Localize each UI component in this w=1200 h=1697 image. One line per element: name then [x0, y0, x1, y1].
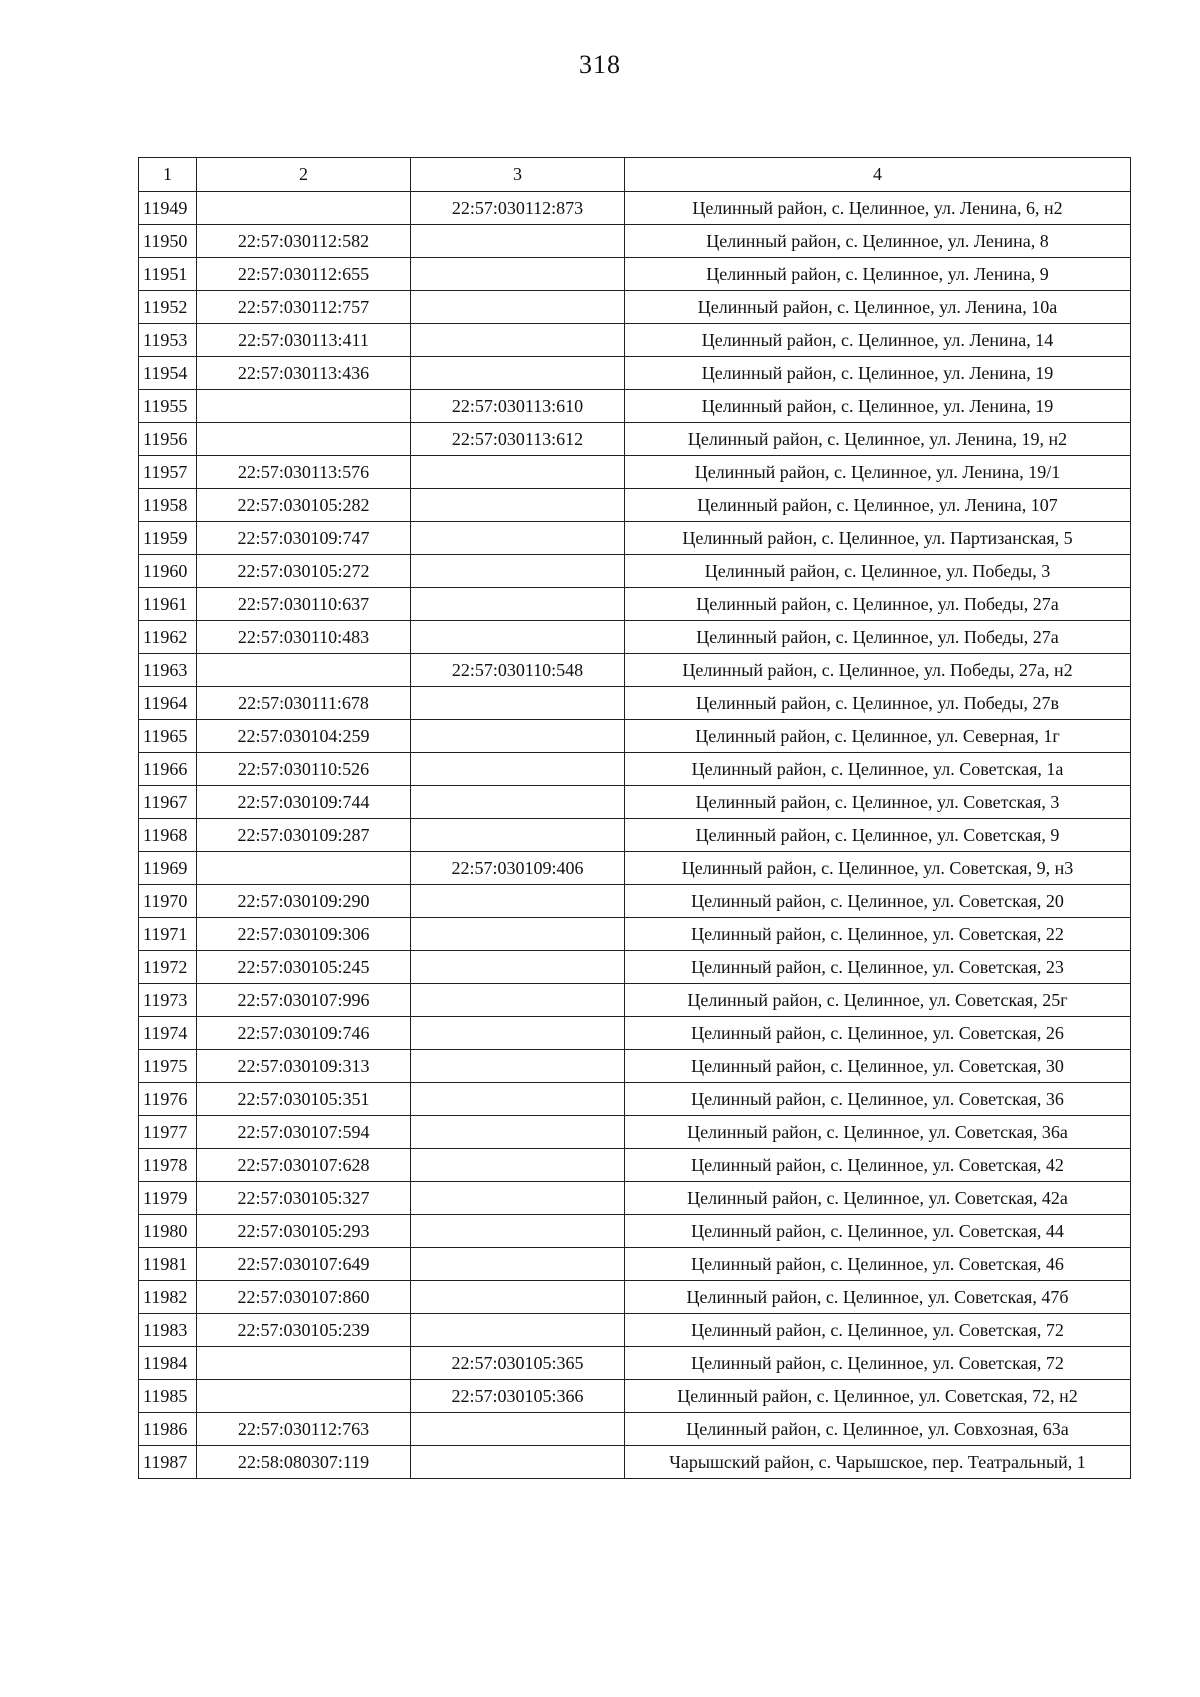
table-row	[139, 1446, 1131, 1479]
row-number-cell: 11954	[139, 357, 197, 390]
row-number-cell: 11962	[139, 621, 197, 654]
row-number-cell: 11971	[139, 918, 197, 951]
address-cell: Целинный район, с. Целинное, ул. Ленина, 107	[625, 489, 1131, 522]
building-number-cell: 22:57:030112:873	[411, 192, 625, 225]
row-number-cell: 11956	[139, 423, 197, 456]
address-cell: Целинный район, с. Целинное, ул. Советская, 9	[625, 819, 1131, 852]
row-number-cell: 11979	[139, 1182, 197, 1215]
building-number-cell	[411, 885, 625, 918]
cadastral-number-cell: 22:57:030109:290	[197, 885, 411, 918]
cadastral-number-cell: 22:57:030107:860	[197, 1281, 411, 1314]
address-cell: Целинный район, с. Целинное, ул. Советская, 25г	[625, 984, 1131, 1017]
address-cell: Целинный район, с. Целинное, ул. Победы, 27а	[625, 588, 1131, 621]
cadastral-number-cell: 22:58:080307:119	[197, 1446, 411, 1479]
address-cell: Целинный район, с. Целинное, ул. Советская, 36а	[625, 1116, 1131, 1149]
table-row	[139, 555, 1131, 588]
building-number-cell	[411, 951, 625, 984]
table-row	[139, 423, 1131, 456]
cadastral-number-cell: 22:57:030105:239	[197, 1314, 411, 1347]
building-number-cell	[411, 258, 625, 291]
table-row	[139, 192, 1131, 225]
building-number-cell	[411, 324, 625, 357]
row-number-cell: 11980	[139, 1215, 197, 1248]
building-number-cell: 22:57:030113:612	[411, 423, 625, 456]
table-row	[139, 753, 1131, 786]
table-row	[139, 258, 1131, 291]
row-number-cell: 11986	[139, 1413, 197, 1446]
row-number-cell: 11976	[139, 1083, 197, 1116]
building-number-cell	[411, 621, 625, 654]
cadastral-number-cell: 22:57:030109:287	[197, 819, 411, 852]
row-number-cell: 11972	[139, 951, 197, 984]
address-cell: Целинный район, с. Целинное, ул. Советская, 47б	[625, 1281, 1131, 1314]
row-number-cell: 11970	[139, 885, 197, 918]
building-number-cell	[411, 1182, 625, 1215]
row-number-cell: 11981	[139, 1248, 197, 1281]
address-cell: Целинный район, с. Целинное, ул. Советская, 46	[625, 1248, 1131, 1281]
header-col-2: 2	[197, 158, 411, 192]
building-number-cell	[411, 819, 625, 852]
address-cell: Целинный район, с. Целинное, ул. Победы, 3	[625, 555, 1131, 588]
cadastral-number-cell: 22:57:030112:757	[197, 291, 411, 324]
page-number: 318	[579, 50, 621, 79]
table-row	[139, 1182, 1131, 1215]
building-number-cell: 22:57:030113:610	[411, 390, 625, 423]
row-number-cell: 11982	[139, 1281, 197, 1314]
address-cell: Целинный район, с. Целинное, ул. Советская, 9, н3	[625, 852, 1131, 885]
header-col-3: 3	[411, 158, 625, 192]
cadastral-number-cell: 22:57:030112:582	[197, 225, 411, 258]
row-number-cell: 11965	[139, 720, 197, 753]
row-number-cell: 11984	[139, 1347, 197, 1380]
table-row	[139, 1248, 1131, 1281]
row-number-cell: 11983	[139, 1314, 197, 1347]
building-number-cell	[411, 687, 625, 720]
building-number-cell: 22:57:030105:365	[411, 1347, 625, 1380]
row-number-cell: 11973	[139, 984, 197, 1017]
row-number-cell: 11977	[139, 1116, 197, 1149]
cadastral-number-cell: 22:57:030110:526	[197, 753, 411, 786]
row-number-cell: 11953	[139, 324, 197, 357]
cadastral-number-cell: 22:57:030110:483	[197, 621, 411, 654]
row-number-cell: 11985	[139, 1380, 197, 1413]
address-cell: Целинный район, с. Целинное, ул. Советская, 72	[625, 1314, 1131, 1347]
building-number-cell	[411, 753, 625, 786]
row-number-cell: 11960	[139, 555, 197, 588]
table-row	[139, 819, 1131, 852]
table-row	[139, 1281, 1131, 1314]
building-number-cell	[411, 1413, 625, 1446]
table-row	[139, 720, 1131, 753]
address-cell: Целинный район, с. Целинное, ул. Совхозная, 63а	[625, 1413, 1131, 1446]
table-row	[139, 324, 1131, 357]
table-header-row	[139, 158, 1131, 192]
row-number-cell: 11968	[139, 819, 197, 852]
cadastral-number-cell	[197, 423, 411, 456]
row-number-cell: 11958	[139, 489, 197, 522]
building-number-cell	[411, 1017, 625, 1050]
address-cell: Целинный район, с. Целинное, ул. Советская, 23	[625, 951, 1131, 984]
address-cell: Целинный район, с. Целинное, ул. Советская, 30	[625, 1050, 1131, 1083]
building-number-cell	[411, 1446, 625, 1479]
address-cell: Целинный район, с. Целинное, ул. Советская, 72	[625, 1347, 1131, 1380]
address-cell: Целинный район, с. Целинное, ул. Советская, 20	[625, 885, 1131, 918]
building-number-cell	[411, 984, 625, 1017]
cadastral-number-cell: 22:57:030109:744	[197, 786, 411, 819]
cadastral-number-cell: 22:57:030109:747	[197, 522, 411, 555]
cadastral-number-cell: 22:57:030111:678	[197, 687, 411, 720]
address-cell: Целинный район, с. Целинное, ул. Победы, 27в	[625, 687, 1131, 720]
table-row	[139, 357, 1131, 390]
building-number-cell	[411, 1050, 625, 1083]
row-number-cell: 11959	[139, 522, 197, 555]
building-number-cell	[411, 1149, 625, 1182]
table-row	[139, 291, 1131, 324]
building-number-cell	[411, 291, 625, 324]
address-cell: Целинный район, с. Целинное, ул. Ленина, 19/1	[625, 456, 1131, 489]
cadastral-number-cell	[197, 1347, 411, 1380]
table-row	[139, 654, 1131, 687]
cadastral-number-cell: 22:57:030113:576	[197, 456, 411, 489]
address-cell: Целинный район, с. Целинное, ул. Советская, 72, н2	[625, 1380, 1131, 1413]
row-number-cell: 11952	[139, 291, 197, 324]
address-cell: Целинный район, с. Целинное, ул. Победы, 27а	[625, 621, 1131, 654]
table-row	[139, 918, 1131, 951]
building-number-cell	[411, 918, 625, 951]
table-row	[139, 390, 1131, 423]
building-number-cell	[411, 225, 625, 258]
row-number-cell: 11955	[139, 390, 197, 423]
row-number-cell: 11969	[139, 852, 197, 885]
cadastral-number-cell	[197, 192, 411, 225]
address-cell: Целинный район, с. Целинное, ул. Советская, 26	[625, 1017, 1131, 1050]
building-number-cell	[411, 786, 625, 819]
cadastral-number-cell: 22:57:030109:746	[197, 1017, 411, 1050]
cadastral-number-cell	[197, 1380, 411, 1413]
building-number-cell: 22:57:030110:548	[411, 654, 625, 687]
row-number-cell: 11963	[139, 654, 197, 687]
building-number-cell	[411, 489, 625, 522]
address-cell: Целинный район, с. Целинное, ул. Ленина, 9	[625, 258, 1131, 291]
cadastral-number-cell: 22:57:030105:272	[197, 555, 411, 588]
cadastral-number-cell	[197, 654, 411, 687]
cadastral-number-cell: 22:57:030104:259	[197, 720, 411, 753]
cadastral-number-cell	[197, 390, 411, 423]
building-number-cell	[411, 522, 625, 555]
address-cell: Целинный район, с. Целинное, ул. Советская, 42а	[625, 1182, 1131, 1215]
address-cell: Чарышский район, с. Чарышское, пер. Театральный, 1	[625, 1446, 1131, 1479]
address-cell: Целинный район, с. Целинное, ул. Ленина, 19, н2	[625, 423, 1131, 456]
row-number-cell: 11957	[139, 456, 197, 489]
address-cell: Целинный район, с. Целинное, ул. Ленина, 10а	[625, 291, 1131, 324]
cadastral-number-cell: 22:57:030105:245	[197, 951, 411, 984]
table-row	[139, 1215, 1131, 1248]
table-row	[139, 786, 1131, 819]
address-cell: Целинный район, с. Целинное, ул. Победы, 27а, н2	[625, 654, 1131, 687]
cadastral-number-cell: 22:57:030105:282	[197, 489, 411, 522]
cadastral-number-cell: 22:57:030105:327	[197, 1182, 411, 1215]
building-number-cell	[411, 588, 625, 621]
table-row	[139, 1347, 1131, 1380]
cadastral-number-cell: 22:57:030109:313	[197, 1050, 411, 1083]
table-row	[139, 621, 1131, 654]
cadastral-number-cell: 22:57:030105:351	[197, 1083, 411, 1116]
table-row	[139, 489, 1131, 522]
building-number-cell	[411, 1281, 625, 1314]
building-number-cell	[411, 1083, 625, 1116]
address-cell: Целинный район, с. Целинное, ул. Советская, 36	[625, 1083, 1131, 1116]
cadastral-number-cell: 22:57:030113:436	[197, 357, 411, 390]
building-number-cell	[411, 720, 625, 753]
building-number-cell	[411, 1314, 625, 1347]
cadastral-number-cell: 22:57:030112:763	[197, 1413, 411, 1446]
cadastral-number-cell	[197, 852, 411, 885]
address-cell: Целинный район, с. Целинное, ул. Советская, 3	[625, 786, 1131, 819]
address-cell: Целинный район, с. Целинное, ул. Ленина, 6, н2	[625, 192, 1131, 225]
row-number-cell: 11966	[139, 753, 197, 786]
row-number-cell: 11949	[139, 192, 197, 225]
table-row	[139, 852, 1131, 885]
row-number-cell: 11950	[139, 225, 197, 258]
table-row	[139, 1380, 1131, 1413]
cadastral-number-cell: 22:57:030113:411	[197, 324, 411, 357]
building-number-cell	[411, 1116, 625, 1149]
building-number-cell	[411, 456, 625, 489]
row-number-cell: 11978	[139, 1149, 197, 1182]
cadastral-number-cell: 22:57:030107:594	[197, 1116, 411, 1149]
table-row	[139, 225, 1131, 258]
table-row	[139, 1116, 1131, 1149]
table-row	[139, 1050, 1131, 1083]
address-cell: Целинный район, с. Целинное, ул. Советская, 22	[625, 918, 1131, 951]
row-number-cell: 11974	[139, 1017, 197, 1050]
table-row	[139, 1413, 1131, 1446]
address-cell: Целинный район, с. Целинное, ул. Ленина, 14	[625, 324, 1131, 357]
row-number-cell: 11951	[139, 258, 197, 291]
table-row	[139, 1314, 1131, 1347]
building-number-cell	[411, 357, 625, 390]
address-cell: Целинный район, с. Целинное, ул. Партизанская, 5	[625, 522, 1131, 555]
building-number-cell	[411, 1248, 625, 1281]
cadastral-number-cell: 22:57:030109:306	[197, 918, 411, 951]
row-number-cell: 11987	[139, 1446, 197, 1479]
address-cell: Целинный район, с. Целинное, ул. Ленина, 19	[625, 357, 1131, 390]
table-row	[139, 687, 1131, 720]
building-number-cell	[411, 555, 625, 588]
table-row	[139, 951, 1131, 984]
address-cell: Целинный район, с. Целинное, ул. Ленина, 19	[625, 390, 1131, 423]
table-row	[139, 456, 1131, 489]
cadastral-number-cell: 22:57:030110:637	[197, 588, 411, 621]
address-cell: Целинный район, с. Целинное, ул. Советская, 44	[625, 1215, 1131, 1248]
cadastral-number-cell: 22:57:030105:293	[197, 1215, 411, 1248]
cadastral-number-cell: 22:57:030107:649	[197, 1248, 411, 1281]
registry-table	[138, 157, 1131, 1479]
table-row	[139, 1017, 1131, 1050]
table-row	[139, 588, 1131, 621]
table-row	[139, 1149, 1131, 1182]
cadastral-number-cell: 22:57:030107:628	[197, 1149, 411, 1182]
cadastral-number-cell: 22:57:030107:996	[197, 984, 411, 1017]
building-number-cell	[411, 1215, 625, 1248]
row-number-cell: 11975	[139, 1050, 197, 1083]
row-number-cell: 11961	[139, 588, 197, 621]
table-row	[139, 984, 1131, 1017]
row-number-cell: 11967	[139, 786, 197, 819]
address-cell: Целинный район, с. Целинное, ул. Советская, 1а	[625, 753, 1131, 786]
address-cell: Целинный район, с. Целинное, ул. Советская, 42	[625, 1149, 1131, 1182]
building-number-cell: 22:57:030109:406	[411, 852, 625, 885]
table-row	[139, 1083, 1131, 1116]
row-number-cell: 11964	[139, 687, 197, 720]
cadastral-number-cell: 22:57:030112:655	[197, 258, 411, 291]
table-row	[139, 885, 1131, 918]
address-cell: Целинный район, с. Целинное, ул. Северная, 1г	[625, 720, 1131, 753]
header-col-4: 4	[625, 158, 1131, 192]
address-cell: Целинный район, с. Целинное, ул. Ленина, 8	[625, 225, 1131, 258]
header-col-1: 1	[139, 158, 197, 192]
building-number-cell: 22:57:030105:366	[411, 1380, 625, 1413]
table-row	[139, 522, 1131, 555]
